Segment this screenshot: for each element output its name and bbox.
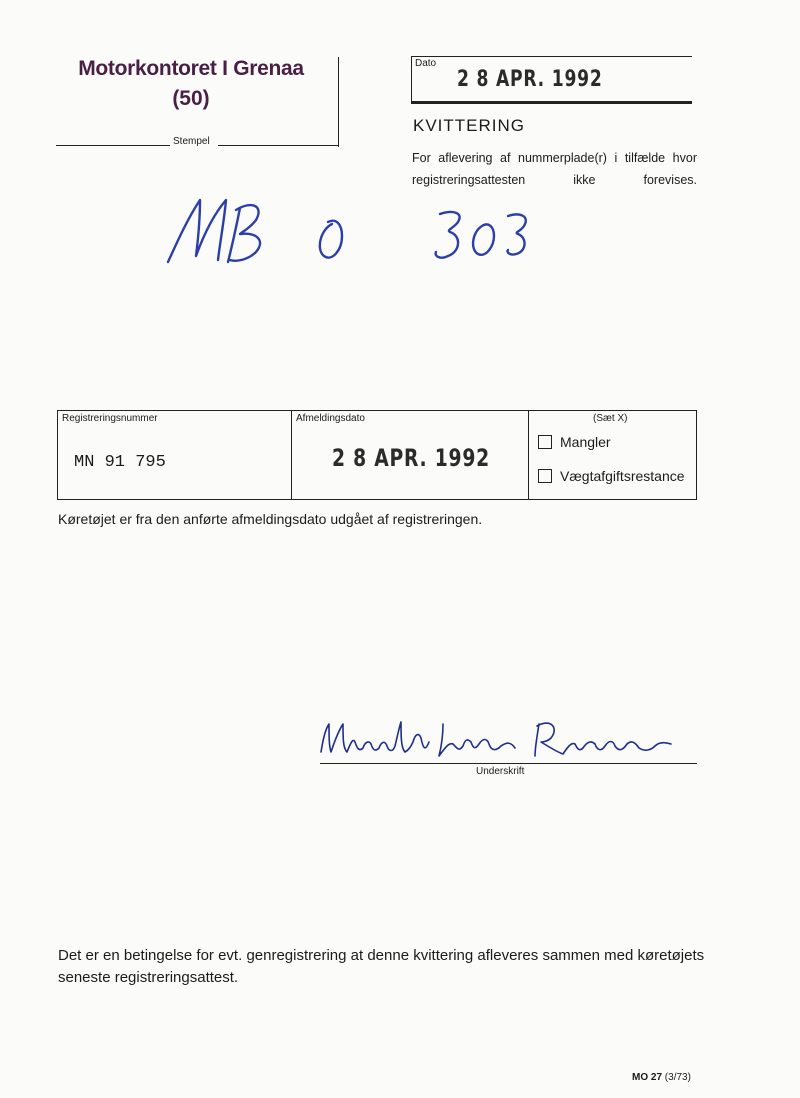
table-divider xyxy=(291,411,292,499)
footer-condition-text: Det er en betingelse for evt. genregistrering at denne kvittering afleveres sammen med køretøjets seneste registreringsattest. xyxy=(58,947,705,986)
date-box xyxy=(411,56,692,104)
stamp-office-number: (50) xyxy=(172,87,210,110)
signature-label: Underskrift xyxy=(476,766,525,777)
stamp-rule xyxy=(218,145,338,146)
afmelding-label: Afmeldingsdato xyxy=(296,413,365,424)
vaegtafgift-checkbox[interactable] xyxy=(538,469,552,483)
date-label: Dato xyxy=(415,58,437,69)
form-code-number: MO 27 xyxy=(632,1072,663,1083)
table-divider xyxy=(528,411,529,499)
regnum-value: MN 91 795 xyxy=(74,453,166,472)
regnum-label: Registreringsnummer xyxy=(62,413,158,424)
stamp-area xyxy=(56,57,339,147)
form-description: For aflevering af nummerplade(r) i tilfælde hvor registreringsattesten ikke forevises. xyxy=(412,151,697,187)
afmelding-value: 2 8 APR. 1992 xyxy=(332,444,490,472)
date-value: 2 8 APR. 1992 xyxy=(457,67,603,92)
signature-line xyxy=(320,763,697,764)
stamp-label: Stempel xyxy=(173,136,210,147)
page-title: KVITTERING xyxy=(413,116,526,135)
stamp-rule xyxy=(56,145,170,146)
registration-table xyxy=(57,410,697,500)
form-code-version: (3/73) xyxy=(664,1072,691,1083)
deregistration-notice: Køretøjet er fra den anførte afmeldingsdato udgået af registreringen. xyxy=(58,511,483,527)
mark-instruction: (Sæt X) xyxy=(593,413,628,424)
mangler-checkbox[interactable] xyxy=(538,435,552,449)
mangler-label: Mangler xyxy=(560,434,611,450)
vaegtafgift-label: Vægtafgiftsrestance xyxy=(560,468,685,484)
form-code xyxy=(632,1072,691,1083)
stamp-office-name: Motorkontoret I Grenaa xyxy=(78,57,304,80)
handwritten-plate-number xyxy=(160,190,560,280)
